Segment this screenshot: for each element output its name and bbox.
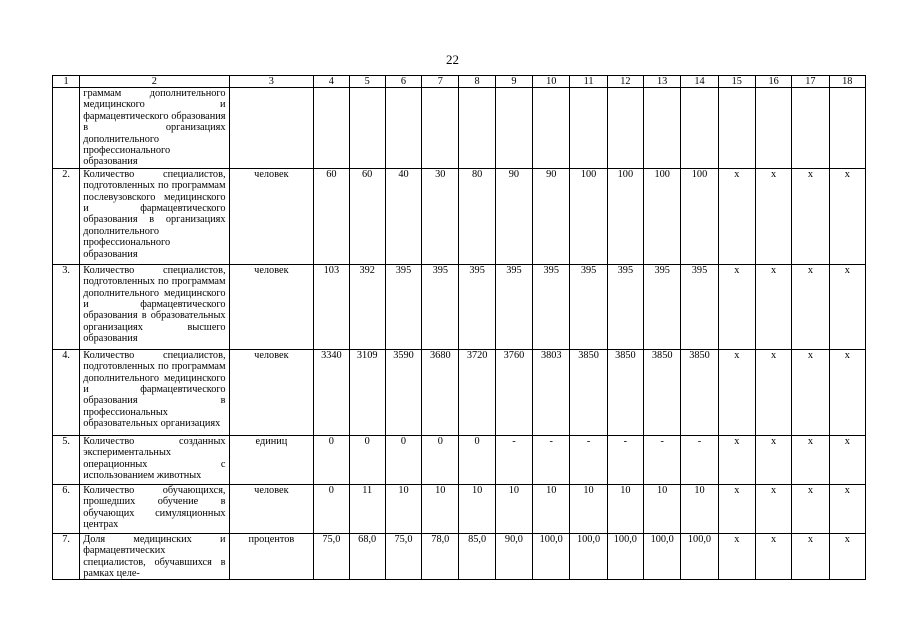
indicator-value: 3680 xyxy=(422,349,459,435)
na-mark: х xyxy=(829,168,865,264)
header-row xyxy=(53,76,866,88)
na-mark: х xyxy=(718,533,755,580)
indicator-value: 100 xyxy=(570,168,607,264)
indicator-value xyxy=(495,88,532,169)
table-row xyxy=(53,349,866,435)
page-number: 22 xyxy=(446,52,459,67)
indicator-value: 100 xyxy=(644,168,681,264)
na-mark: х xyxy=(755,533,791,580)
indicator-value: 0 xyxy=(422,435,459,484)
na-mark: х xyxy=(718,484,755,533)
indicator-name: Количество специалистов, подготовленных по программам дополнительного медицинского и фармацевтического образования в профессиональных образовательных организациях xyxy=(80,349,229,435)
indicator-value: 3850 xyxy=(570,349,607,435)
indicator-value: 100 xyxy=(607,168,643,264)
indicator-value: 100,0 xyxy=(644,533,681,580)
indicator-value: 395 xyxy=(607,264,643,349)
indicator-value: - xyxy=(607,435,643,484)
indicator-value xyxy=(385,88,421,169)
indicator-value: 395 xyxy=(570,264,607,349)
indicator-value: 0 xyxy=(385,435,421,484)
indicator-value: 100,0 xyxy=(570,533,607,580)
indicator-value: 395 xyxy=(644,264,681,349)
na-mark: х xyxy=(792,484,829,533)
na-mark: х xyxy=(755,264,791,349)
unit-of-measure: человек xyxy=(229,484,314,533)
indicator-value: 10 xyxy=(422,484,459,533)
na-mark: х xyxy=(792,435,829,484)
indicator-value xyxy=(349,88,385,169)
indicator-value: 30 xyxy=(422,168,459,264)
na-mark: х xyxy=(755,435,791,484)
indicator-value: 3760 xyxy=(495,349,532,435)
indicator-value: 10 xyxy=(459,484,495,533)
table-row xyxy=(53,484,866,533)
na-mark: х xyxy=(755,168,791,264)
indicator-value: 100,0 xyxy=(533,533,570,580)
unit-of-measure: процентов xyxy=(229,533,314,580)
indicator-value: 3720 xyxy=(459,349,495,435)
indicator-value: 100 xyxy=(681,168,718,264)
na-mark: х xyxy=(829,533,865,580)
indicator-value: 10 xyxy=(495,484,532,533)
na-mark: х xyxy=(755,349,791,435)
column-header: 2 xyxy=(80,76,229,88)
indicator-value: - xyxy=(681,435,718,484)
indicator-value: 78,0 xyxy=(422,533,459,580)
na-mark: х xyxy=(829,484,865,533)
indicator-value xyxy=(422,88,459,169)
na-mark: х xyxy=(718,349,755,435)
column-header: 7 xyxy=(422,76,459,88)
indicator-value: 90 xyxy=(533,168,570,264)
indicator-value: - xyxy=(644,435,681,484)
indicator-value: 0 xyxy=(314,435,349,484)
indicator-value: 85,0 xyxy=(459,533,495,580)
column-header: 8 xyxy=(459,76,495,88)
indicator-value: 68,0 xyxy=(349,533,385,580)
na-mark: х xyxy=(792,264,829,349)
na-mark: х xyxy=(792,533,829,580)
indicator-value: 60 xyxy=(314,168,349,264)
indicator-value: 0 xyxy=(459,435,495,484)
row-number xyxy=(53,88,80,169)
column-header: 12 xyxy=(607,76,643,88)
indicator-value: 100,0 xyxy=(607,533,643,580)
indicator-value: 395 xyxy=(459,264,495,349)
indicator-value: - xyxy=(495,435,532,484)
na-mark: х xyxy=(718,435,755,484)
column-header: 10 xyxy=(533,76,570,88)
indicator-value xyxy=(314,88,349,169)
indicator-value: 103 xyxy=(314,264,349,349)
indicator-value: 80 xyxy=(459,168,495,264)
unit-of-measure: человек xyxy=(229,264,314,349)
na-mark: х xyxy=(829,435,865,484)
row-number: 2. xyxy=(53,168,80,264)
indicator-value: 10 xyxy=(607,484,643,533)
unit-of-measure: единиц xyxy=(229,435,314,484)
indicator-value: 395 xyxy=(533,264,570,349)
unit-of-measure: человек xyxy=(229,168,314,264)
column-header: 5 xyxy=(349,76,385,88)
indicator-name: Доля медицинских и фармацевтических специалистов, обучавшихся в рамках целе- xyxy=(80,533,229,580)
unit-of-measure xyxy=(229,88,314,169)
row-number: 4. xyxy=(53,349,80,435)
indicator-value: 3803 xyxy=(533,349,570,435)
indicator-value: 10 xyxy=(385,484,421,533)
indicator-value: 60 xyxy=(349,168,385,264)
indicator-value: 100,0 xyxy=(681,533,718,580)
na-mark xyxy=(718,88,755,169)
indicator-value: 0 xyxy=(349,435,385,484)
row-number: 6. xyxy=(53,484,80,533)
indicator-value: 90 xyxy=(495,168,532,264)
indicator-name: Количество созданных экспериментальных операционных с использованием животных xyxy=(80,435,229,484)
column-header: 14 xyxy=(681,76,718,88)
na-mark: х xyxy=(792,349,829,435)
column-header: 1 xyxy=(53,76,80,88)
indicator-value: 395 xyxy=(422,264,459,349)
indicator-value: 395 xyxy=(385,264,421,349)
indicator-value: 395 xyxy=(495,264,532,349)
table-row xyxy=(53,264,866,349)
indicator-value: - xyxy=(533,435,570,484)
indicator-value: 395 xyxy=(681,264,718,349)
indicator-name: Количество обучающихся, прошедших обучение в обучающих симуляционных центрах xyxy=(80,484,229,533)
na-mark: х xyxy=(718,168,755,264)
row-number: 7. xyxy=(53,533,80,580)
indicator-value: 3340 xyxy=(314,349,349,435)
indicator-name: Количество специалистов, подготовленных по программам дополнительного медицинского и фармацевтического образования в образовательных организациях высшего образования xyxy=(80,264,229,349)
indicator-value xyxy=(570,88,607,169)
column-header: 17 xyxy=(792,76,829,88)
indicator-value xyxy=(607,88,643,169)
na-mark xyxy=(829,88,865,169)
indicator-value: 75,0 xyxy=(385,533,421,580)
indicator-value xyxy=(681,88,718,169)
column-header: 13 xyxy=(644,76,681,88)
indicator-value xyxy=(644,88,681,169)
indicator-value: 11 xyxy=(349,484,385,533)
indicator-value: 75,0 xyxy=(314,533,349,580)
na-mark: х xyxy=(829,264,865,349)
table-row xyxy=(53,88,866,169)
row-number: 3. xyxy=(53,264,80,349)
indicator-value: - xyxy=(570,435,607,484)
indicator-value: 3109 xyxy=(349,349,385,435)
column-header: 6 xyxy=(385,76,421,88)
unit-of-measure: человек xyxy=(229,349,314,435)
indicators-table xyxy=(52,75,866,580)
column-header: 16 xyxy=(755,76,791,88)
indicator-value: 40 xyxy=(385,168,421,264)
indicator-value: 0 xyxy=(314,484,349,533)
na-mark: х xyxy=(829,349,865,435)
indicator-name: граммам дополнительного медицинского и фармацевтического образования в организациях дополнительного профессионального образования xyxy=(80,88,229,169)
na-mark: х xyxy=(792,168,829,264)
indicator-value: 392 xyxy=(349,264,385,349)
table-row xyxy=(53,435,866,484)
indicator-value: 10 xyxy=(570,484,607,533)
na-mark: х xyxy=(755,484,791,533)
indicator-value: 3590 xyxy=(385,349,421,435)
indicator-value: 3850 xyxy=(681,349,718,435)
indicator-value xyxy=(459,88,495,169)
indicator-value: 3850 xyxy=(607,349,643,435)
column-header: 4 xyxy=(314,76,349,88)
indicator-name: Количество специалистов, подготовленных по программам послевузовского медицинского и фармацевтического образования в организациях дополнительного профессионального образования xyxy=(80,168,229,264)
table-row xyxy=(53,168,866,264)
indicator-value: 10 xyxy=(644,484,681,533)
indicator-value: 3850 xyxy=(644,349,681,435)
indicator-value: 10 xyxy=(533,484,570,533)
na-mark xyxy=(792,88,829,169)
column-header: 3 xyxy=(229,76,314,88)
column-header: 15 xyxy=(718,76,755,88)
row-number: 5. xyxy=(53,435,80,484)
indicator-value xyxy=(533,88,570,169)
column-header: 9 xyxy=(495,76,532,88)
column-header: 11 xyxy=(570,76,607,88)
na-mark: х xyxy=(718,264,755,349)
indicator-value: 90,0 xyxy=(495,533,532,580)
na-mark xyxy=(755,88,791,169)
indicator-value: 10 xyxy=(681,484,718,533)
column-header: 18 xyxy=(829,76,865,88)
table-row xyxy=(53,533,866,580)
